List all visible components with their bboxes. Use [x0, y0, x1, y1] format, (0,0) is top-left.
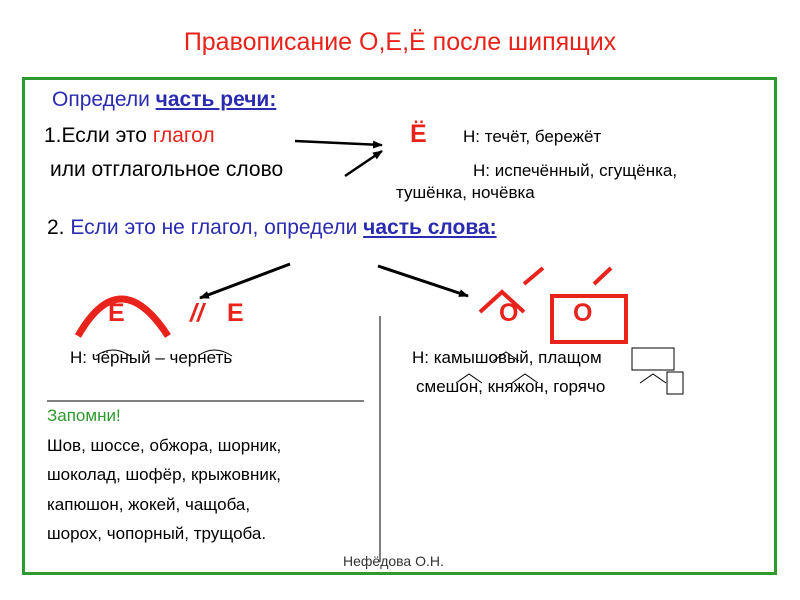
memo-block: [47, 401, 281, 549]
right-letter-a: О: [499, 299, 519, 327]
intro-link: часть речи:: [155, 88, 277, 111]
rule2-text: Если это не глагол, определи: [64, 216, 364, 239]
arrow-left-branch: [200, 264, 290, 298]
memo-line: капюшон, жокей, чащоба,: [47, 494, 251, 514]
stress-mark-icon: [524, 268, 543, 284]
ending-box-icon: [632, 348, 674, 370]
left-separator: //: [190, 299, 204, 327]
intro-text: Определи: [52, 88, 156, 111]
rule1b-example-line2: тушёнка, ночёвка: [396, 183, 535, 202]
arrow-right-branch: [378, 266, 468, 296]
rule1-number: 1.: [44, 124, 62, 147]
rule1-example: Н: течёт, бережёт: [463, 127, 602, 146]
page-title: Правописание О,Е,Ё после шипящих: [183, 28, 617, 56]
rule2-link: часть слова:: [363, 216, 497, 239]
left-example: Н: чёрный – чернеть: [70, 348, 233, 367]
rule1b-example-line1: Н: испечённый, сгущёнка,: [473, 161, 678, 180]
memo-line: шорох, чопорный, трущоба.: [47, 524, 267, 543]
rule1-keyword: глагол: [152, 124, 215, 147]
left-letter-b: Е: [227, 299, 244, 327]
memo-line: шоколад, шофёр, крыжовник,: [47, 465, 281, 484]
author-credit: Нефёдова О.Н.: [343, 553, 444, 569]
right-letter-b: О: [573, 299, 593, 327]
rule1-text: Если это: [61, 124, 153, 147]
suffix-mark-icon: [640, 374, 666, 383]
arrow-rule1: [295, 141, 382, 145]
stress-mark-icon: [594, 268, 611, 284]
memo-line: Шов, шоссе, обжора, шорник,: [47, 435, 282, 455]
rule1-letter: Ё: [410, 120, 427, 148]
memo-heading: Запомни!: [47, 406, 121, 425]
left-letter-a: Е: [108, 299, 125, 327]
rule1b-text: или отглагольное слово: [50, 158, 284, 181]
arrow-rule1b: [345, 151, 382, 176]
right-example-line1: Н: камышовый, плащом: [412, 348, 602, 367]
rule2-number: 2.: [47, 216, 65, 239]
right-example-line2: смешон, княжон, горячо: [416, 377, 606, 396]
ending-box-icon: [667, 372, 683, 394]
